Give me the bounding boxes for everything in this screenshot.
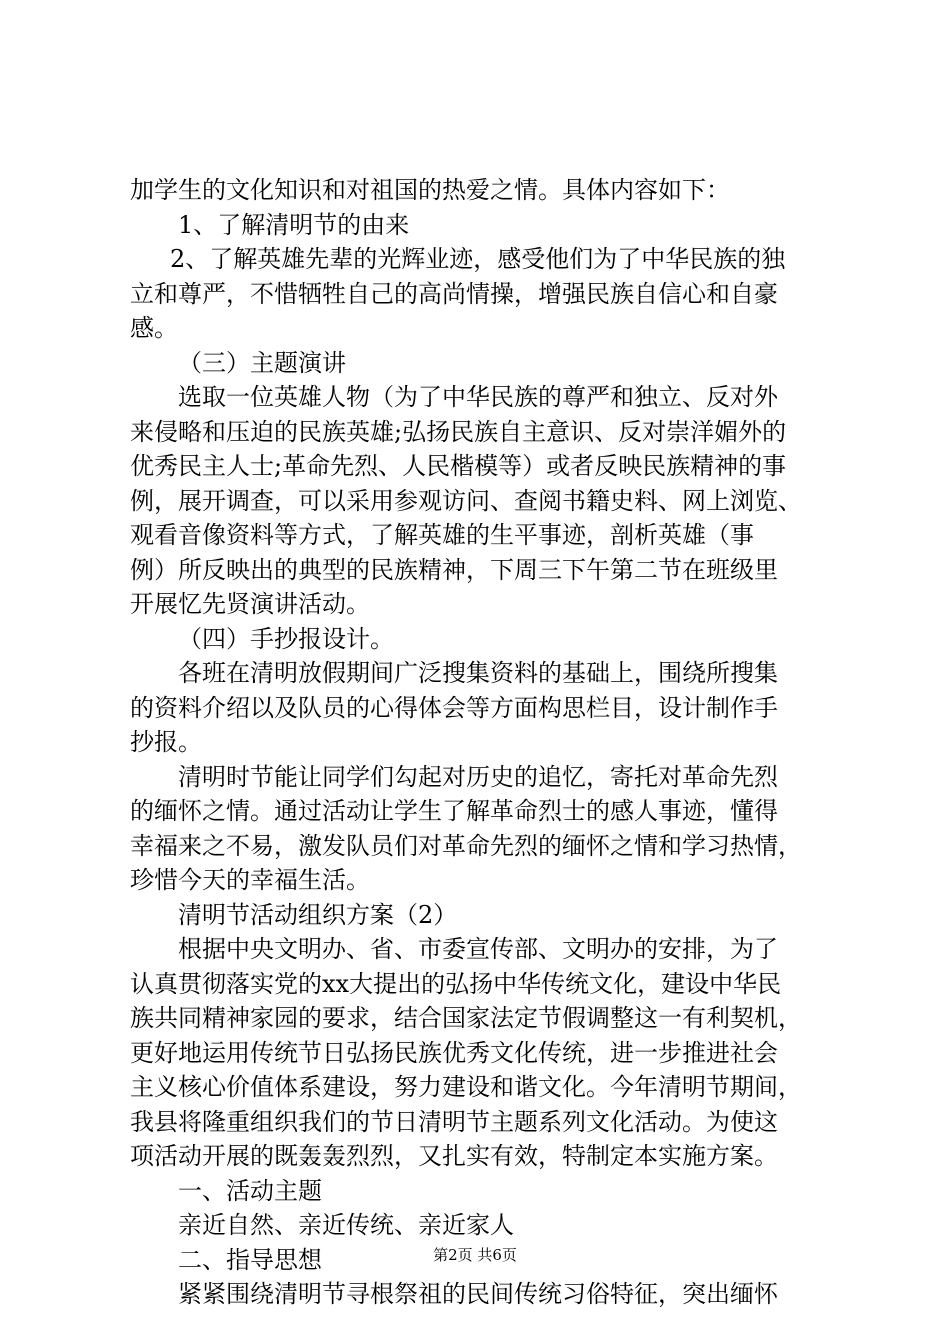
text-line: 认真贯彻落实党的xx大提出的弘扬中华传统文化，建设中华民: [130, 969, 782, 998]
text-line: 项活动开展的既轰轰烈烈，又扎实有效，特制定本实施方案。: [130, 1142, 778, 1170]
text-line: 亲近自然、亲近传统、亲近家人: [178, 1211, 514, 1239]
text-line: 各班在清明放假期间广泛搜集资料的基础上，围绕所搜集: [178, 659, 778, 687]
text-line: 抄报。: [130, 728, 202, 756]
text-line: 感。: [130, 314, 178, 342]
text-line: 的资料介绍以及队员的心得体会等方面构思栏目，设计制作手: [130, 693, 778, 722]
text-line: 根据中央文明办、省、市委宣传部、文明办的安排，为了: [178, 935, 778, 963]
text-line: 幸福来之不易，激发队员们对革命先烈的缅怀之情和学习热情，: [130, 831, 802, 860]
text-line: 主义核心价值体系建设，努力建设和谐文化。今年清明节期间，: [130, 1073, 802, 1101]
text-line: 紧紧围绕清明节寻根祭祖的民间传统习俗特征，突出缅怀: [178, 1280, 778, 1308]
section-heading: （三）主题演讲: [178, 348, 346, 377]
section-heading: 清明节活动组织方案（2）: [178, 900, 458, 929]
text-line: 我县将隆重组织我们的节日清明节主题系列文化活动。为使这: [130, 1107, 778, 1136]
text-line: 清明时节能让同学们勾起对历史的追忆，寄托对革命先烈: [178, 762, 778, 791]
text-line: 开展忆先贤演讲活动。: [130, 590, 370, 618]
text-line: 优秀民主人士;革命先烈、人民楷模等）或者反映民族精神的事: [130, 452, 787, 480]
text-line: 的缅怀之情。通过活动让学生了解革命烈士的感人事迹，懂得: [130, 797, 778, 825]
text-line: 2、了解英雄先辈的光辉业迹，感受他们为了中华民族的独: [170, 245, 786, 273]
text-line: 立和尊严，不惜牺牲自己的高尚情操，增强民族自信心和自豪: [130, 279, 778, 308]
section-heading: （四）手抄报设计。: [178, 624, 394, 653]
text-line: 加学生的文化知识和对祖国的热爱之情。具体内容如下：: [130, 176, 730, 204]
section-heading: 一、活动主题: [178, 1176, 322, 1205]
text-line: 选取一位英雄人物（为了中华民族的尊严和独立、反对外: [178, 383, 778, 411]
text-line: 珍惜今天的幸福生活。: [130, 866, 370, 894]
text-line: 1、了解清明节的由来: [178, 210, 410, 239]
page-number-footer: 第2页 共6页: [433, 1246, 517, 1264]
text-line: 观看音像资料等方式，了解英雄的生平事迹，剖析英雄（事: [130, 521, 754, 549]
text-line: 来侵略和压迫的民族英雄;弘扬民族自主意识、反对崇洋媚外的: [130, 417, 787, 446]
text-line: 更好地运用传统节日弘扬民族优秀文化传统，进一步推进社会: [130, 1038, 778, 1067]
text-line: 例）所反映出的典型的民族精神，下周三下午第二节在班级里: [130, 555, 778, 584]
text-line: 族共同精神家园的要求，结合国家法定节假调整这一有利契机，: [130, 1004, 802, 1032]
section-heading: 二、指导思想: [178, 1245, 322, 1274]
text-line: 例，展开调查，可以采用参观访问、查阅书籍史料、网上浏览、: [130, 486, 802, 515]
document-body: [130, 173, 830, 1312]
